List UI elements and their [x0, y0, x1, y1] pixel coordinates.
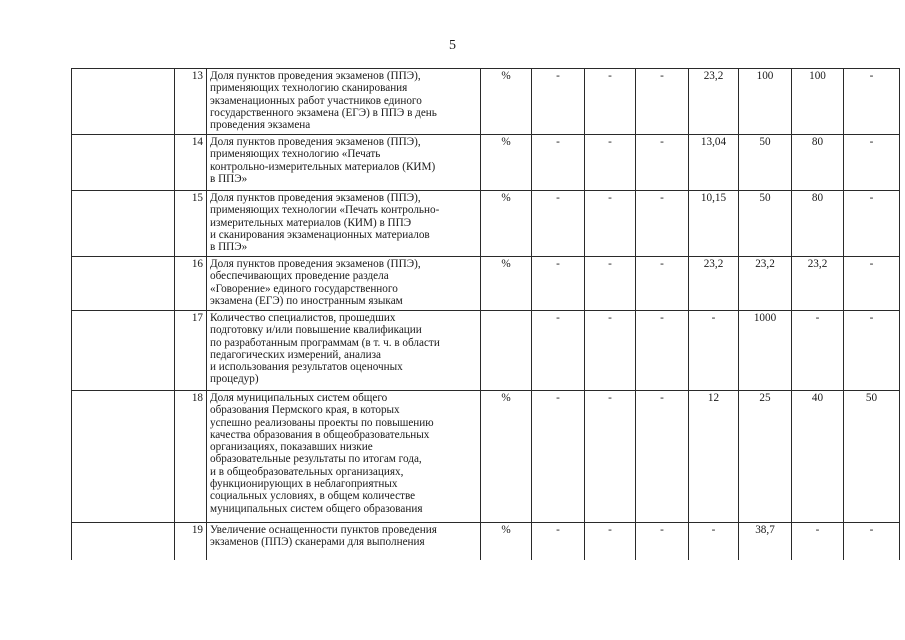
- row-number: 17: [175, 311, 207, 391]
- indicator-name: [207, 311, 481, 391]
- indicator-name-line: муниципальных систем общего образования: [210, 502, 423, 515]
- value-cell: -: [532, 391, 585, 523]
- value-cell: 23,2: [689, 257, 739, 311]
- value-cell: -: [532, 257, 585, 311]
- table-row: [72, 311, 900, 391]
- indicator-name-line: государственного экзамена (ЕГЭ) в ППЭ в день: [210, 106, 437, 119]
- value-cell: -: [844, 311, 900, 391]
- indicator-name-line: Доля муниципальных систем общего: [210, 392, 388, 404]
- value-cell: 50: [844, 391, 900, 523]
- unit-cell: %: [481, 191, 532, 257]
- value-cell: 23,2: [689, 69, 739, 135]
- indicator-name-line: образования Пермского края, в которых: [210, 404, 400, 417]
- value-cell: -: [636, 257, 689, 311]
- page-number: 5: [449, 38, 456, 53]
- table-row: [72, 391, 900, 523]
- value-cell: -: [585, 257, 636, 311]
- value-cell: -: [844, 257, 900, 311]
- indicator-name: [207, 69, 481, 135]
- indicator-name: [207, 391, 481, 523]
- indicator-name-line: обеспечивающих проведение раздела: [210, 270, 389, 283]
- unit-cell: %: [481, 135, 532, 191]
- value-cell: -: [844, 135, 900, 191]
- indicator-name-line: Доля пунктов проведения экзаменов (ППЭ),: [210, 192, 421, 204]
- value-cell: -: [585, 391, 636, 523]
- blank-cell: [72, 191, 175, 257]
- indicator-name-line: измерительных материалов (КИМ) в ППЭ: [210, 216, 412, 229]
- value-cell: -: [585, 135, 636, 191]
- indicator-name-line: образовательные результаты по итогам года,: [210, 453, 422, 466]
- value-cell: -: [532, 69, 585, 135]
- value-cell: -: [585, 523, 636, 561]
- value-cell: 40: [792, 391, 844, 523]
- table-row: [72, 257, 900, 311]
- blank-cell: [72, 523, 175, 561]
- value-cell: 12: [689, 391, 739, 523]
- indicator-name-line: организациях, показавших низкие: [210, 441, 373, 454]
- indicator-name-line: и использования результатов оценочных: [210, 361, 403, 374]
- indicator-name-line: в ППЭ»: [210, 241, 248, 254]
- value-cell: -: [585, 311, 636, 391]
- blank-cell: [72, 69, 175, 135]
- row-number: 18: [175, 391, 207, 523]
- indicator-name-line: и сканирования экзаменационных материалов: [210, 228, 430, 241]
- indicator-name-line: контрольно-измерительных материалов (КИМ): [210, 160, 436, 173]
- value-cell: -: [636, 135, 689, 191]
- value-cell: -: [844, 523, 900, 561]
- blank-cell: [72, 135, 175, 191]
- unit-cell: [481, 311, 532, 391]
- indicator-name-line: социальных условиях, в общем количестве: [210, 490, 416, 503]
- unit-cell: %: [481, 391, 532, 523]
- value-cell: -: [585, 69, 636, 135]
- value-cell: 80: [792, 191, 844, 257]
- value-cell: 1000: [739, 311, 792, 391]
- indicator-name-line: по разработанным программам (в т. ч. в области: [210, 336, 440, 349]
- indicator-name-line: Доля пунктов проведения экзаменов (ППЭ),: [210, 258, 421, 270]
- value-cell: -: [636, 523, 689, 561]
- table-row: [72, 135, 900, 191]
- indicator-name-line: процедур): [210, 373, 259, 386]
- value-cell: 10,15: [689, 191, 739, 257]
- value-cell: -: [636, 311, 689, 391]
- indicator-name-line: проведения экзамена: [210, 119, 311, 132]
- value-cell: 13,04: [689, 135, 739, 191]
- table-row: [72, 523, 900, 561]
- table-row: [72, 191, 900, 257]
- value-cell: 80: [792, 135, 844, 191]
- indicator-name-line: применяющих технологии «Печать контрольно-: [210, 204, 440, 217]
- value-cell: -: [844, 69, 900, 135]
- row-number: 19: [175, 523, 207, 561]
- indicator-name-line: подготовку и/или повышение квалификации: [210, 324, 422, 337]
- value-cell: 50: [739, 191, 792, 257]
- indicator-name-line: в ППЭ»: [210, 172, 248, 185]
- table-row: [72, 69, 900, 135]
- indicator-name-line: экзамена (ЕГЭ) по иностранным языкам: [210, 294, 403, 307]
- value-cell: 100: [792, 69, 844, 135]
- indicator-name-line: экзаменационных работ участников единого: [210, 94, 422, 107]
- indicators-table: [71, 68, 900, 560]
- indicator-name-line: применяющих технологию сканирования: [210, 82, 408, 95]
- indicator-name-line: применяющих технологию «Печать: [210, 148, 381, 161]
- indicator-name-line: Увеличение оснащенности пунктов проведения: [210, 524, 437, 536]
- indicator-name-line: качества образования в общеобразовательных: [210, 428, 430, 441]
- row-number: 14: [175, 135, 207, 191]
- value-cell: -: [585, 191, 636, 257]
- indicator-name-line: «Говорение» единого государственного: [210, 282, 398, 295]
- unit-cell: %: [481, 523, 532, 561]
- value-cell: -: [636, 69, 689, 135]
- indicator-name-line: функционирующих в неблагоприятных: [210, 478, 398, 491]
- indicator-name-line: Количество специалистов, прошедших: [210, 312, 396, 324]
- value-cell: -: [792, 523, 844, 561]
- indicators-table-body: [72, 69, 900, 561]
- blank-cell: [72, 311, 175, 391]
- value-cell: -: [844, 191, 900, 257]
- indicator-name: [207, 191, 481, 257]
- value-cell: -: [532, 523, 585, 561]
- value-cell: 100: [739, 69, 792, 135]
- unit-cell: %: [481, 69, 532, 135]
- indicator-name-line: педагогических измерений, анализа: [210, 348, 381, 361]
- indicator-name-line: успешно реализованы проекты по повышению: [210, 416, 434, 429]
- blank-cell: [72, 391, 175, 523]
- value-cell: -: [792, 311, 844, 391]
- value-cell: -: [532, 191, 585, 257]
- value-cell: 38,7: [739, 523, 792, 561]
- value-cell: -: [636, 391, 689, 523]
- value-cell: 50: [739, 135, 792, 191]
- indicator-name: [207, 257, 481, 311]
- value-cell: -: [532, 135, 585, 191]
- indicator-name-line: и в общеобразовательных организациях,: [210, 465, 404, 478]
- indicator-name: [207, 135, 481, 191]
- blank-cell: [72, 257, 175, 311]
- value-cell: 23,2: [792, 257, 844, 311]
- value-cell: -: [689, 311, 739, 391]
- indicator-name-line: Доля пунктов проведения экзаменов (ППЭ),: [210, 136, 421, 148]
- value-cell: -: [532, 311, 585, 391]
- value-cell: 23,2: [739, 257, 792, 311]
- unit-cell: %: [481, 257, 532, 311]
- row-number: 16: [175, 257, 207, 311]
- indicator-name-line: Доля пунктов проведения экзаменов (ППЭ),: [210, 70, 421, 82]
- indicator-name: [207, 523, 481, 561]
- row-number: 15: [175, 191, 207, 257]
- row-number: 13: [175, 69, 207, 135]
- value-cell: -: [636, 191, 689, 257]
- value-cell: 25: [739, 391, 792, 523]
- indicator-name-line: экзаменов (ППЭ) сканерами для выполнения: [210, 536, 425, 549]
- value-cell: -: [689, 523, 739, 561]
